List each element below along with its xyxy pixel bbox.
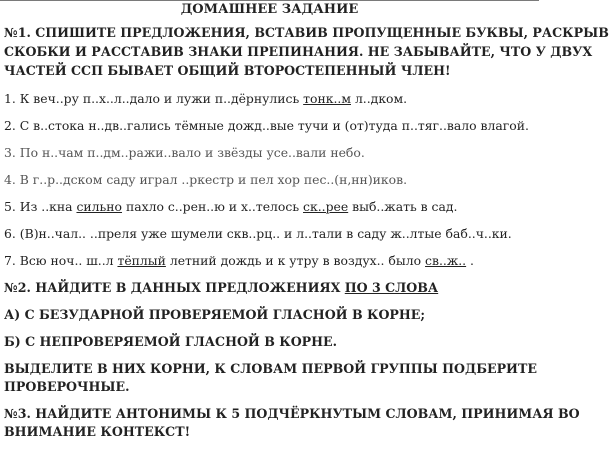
task2-heading-underlined: ПО 3 СЛОВА [344, 280, 439, 295]
underlined-word: св..ж.. [425, 253, 467, 268]
sentence-7 [4, 252, 535, 269]
underlined-word: ск..рее [303, 199, 349, 214]
task2-item-b: Б) С НЕПРОВЕРЯЕМОЙ ГЛАСНОЙ В КОРНЕ. [4, 334, 338, 349]
sentence-1-text-a: 1. К веч..ру п..х..л..дало и лужи п..дёрнулись [4, 91, 304, 106]
task2-note-line2: ПРОВЕРОЧНЫЕ. [4, 379, 130, 394]
sentence-7-text-a: 7. Всю ноч.. ш..л [4, 253, 118, 268]
task2-note-line1: ВЫДЕЛИТЕ В НИХ КОРНИ, К СЛОВАМ ПЕРВОЙ ГРУППЫ ПОДБЕРИТЕ [4, 361, 537, 376]
sentence-6 [4, 225, 535, 242]
sentence-3-text: 3. По н..чам п..дм..ражи..вало и звёзды усе..вали небо. [4, 145, 365, 160]
task2-heading [4, 279, 535, 296]
sentence-2 [4, 117, 535, 134]
sentence-5-text-b: пахло с..рен..ю и х..телось [122, 199, 304, 214]
sentence-1 [4, 90, 535, 107]
task2-item-a: А) С БЕЗУДАРНОЙ ПРОВЕРЯЕМОЙ ГЛАСНОЙ В КОРНЕ; [4, 307, 426, 322]
sentence-4 [4, 171, 535, 188]
task3-line2: ВНИМАНИЕ КОНТЕКСТ! [4, 424, 191, 439]
page-title: ДОМАШНЕЕ ЗАДАНИЕ [180, 2, 359, 17]
task2-heading-text: №2. НАЙДИТЕ В ДАННЫХ ПРЕДЛОЖЕНИЯХ [4, 280, 345, 295]
sentence-4-text: 4. В г..р..дском саду играл ..ркестр и пел хор пес..(н,нн)иков. [4, 172, 408, 187]
underlined-word: сильно [76, 199, 123, 214]
task3-line1: №3. НАЙДИТЕ АНТОНИМЫ К 5 ПОДЧЁРКНУТЫМ СЛОВАМ, ПРИНИМАЯ ВО [4, 406, 580, 421]
task1-line1: №1. СПИШИТЕ ПРЕДЛОЖЕНИЯ, ВСТАВИВ ПРОПУЩЕННЫЕ БУКВЫ, РАСКРЫВ [4, 25, 609, 40]
sentence-5 [4, 198, 535, 215]
sentence-6-text: 6. (В)н..чал.. ..преля уже шумели скв..рц.. и л..тали в саду ж..лтые баб..ч..ки. [4, 226, 512, 241]
sentence-5-text-c: выб..жать в сад. [348, 199, 458, 214]
sentence-5-text-a: 5. Из ..кна [4, 199, 77, 214]
sentence-3 [4, 144, 535, 161]
underlined-word: тонк..м [303, 91, 351, 106]
sentence-1-text-b: л..дком. [351, 91, 408, 106]
task1-line2: СКОБКИ И РАССТАВИВ ЗНАКИ ПРЕПИНАНИЯ. НЕ ЗАБЫВАЙТЕ, ЧТО У ДВУХ [4, 44, 593, 59]
task1-line3: ЧАСТЕЙ ССП БЫВАЕТ ОБЩИЙ ВТОРОСТЕПЕННЫЙ ЧЛЕН! [4, 63, 451, 78]
sentence-2-text: 2. С в..стока н..дв..гались тёмные дожд..вые тучи и (от)туда п..тяг..вало влагой. [4, 118, 529, 133]
sentence-7-text-c: . [466, 253, 474, 268]
sentence-7-text-b: летний дождь и к утру в воздух.. было [165, 253, 426, 268]
underlined-word: тёплый [117, 253, 166, 268]
